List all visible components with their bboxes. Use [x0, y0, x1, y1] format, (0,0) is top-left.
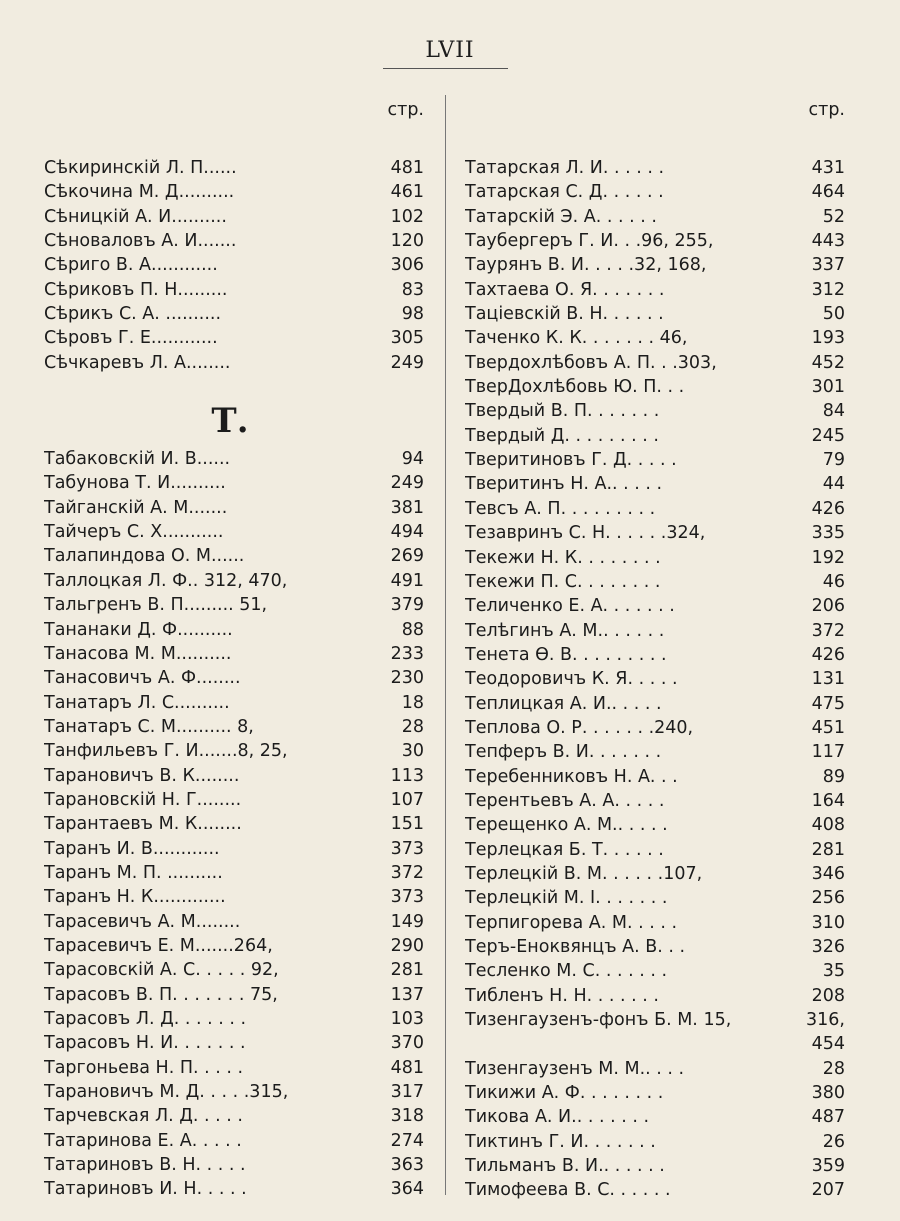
entry-page: 312 [811, 279, 845, 300]
entry-page: 35 [822, 961, 845, 982]
entry-page: 481 [390, 158, 424, 178]
entry-name: Теръ-Еноквянцъ А. В. . . [465, 937, 686, 957]
index-entry [44, 666, 424, 690]
entry-page: 370 [390, 1033, 424, 1054]
entry-page: 151 [390, 814, 424, 835]
entry-name: Теребенниковъ Н. А. . . [465, 766, 678, 787]
entry-page: 52 [822, 206, 845, 227]
index-entry [44, 1056, 424, 1080]
entry-page: 380 [811, 1083, 845, 1104]
index-entry [44, 205, 424, 229]
entry-name: Сѣрикъ С. А. .......... [44, 304, 222, 325]
entry-page: 249 [390, 352, 424, 373]
entry-name: Тепферъ В. И. . . . . . . [465, 742, 662, 763]
entry-page: 310 [811, 912, 845, 933]
index-entry [465, 1105, 845, 1129]
entry-name: ТверДохлѣбовь Ю. П. . . [465, 377, 685, 398]
index-entry [44, 180, 424, 204]
index-entry [465, 399, 845, 423]
entry-name: Терпигорева А. М. . . . . [465, 912, 678, 933]
index-entry [465, 813, 845, 837]
entry-name: Талапиндова О. М...... [44, 546, 245, 567]
entry-name: Тверитинъ Н. А.. . . . . [465, 474, 663, 495]
entry-name: Тверитиновъ Г. Д. . . . . [465, 450, 677, 471]
index-entry [465, 229, 845, 253]
entry-page: 487 [811, 1107, 845, 1128]
index-entry [44, 302, 424, 326]
index-entry [465, 546, 845, 570]
index-entry [465, 424, 845, 448]
index-entry [465, 692, 845, 716]
entry-page: 137 [390, 984, 424, 1005]
entry-name: Тизенгаузенъ М. М.. . . . [465, 1058, 685, 1079]
left-entries-before [44, 156, 424, 375]
entry-name: Терещенко А. М.. . . . . [465, 815, 668, 836]
index-entry [465, 351, 845, 375]
entry-page: 28 [822, 1058, 845, 1079]
index-entry [465, 1130, 845, 1154]
entry-name: Танатаръ С. М.......... 8, [44, 716, 254, 737]
entry-page: 44 [822, 474, 845, 495]
entry-page: 94 [401, 449, 424, 470]
entry-page: 359 [811, 1156, 845, 1177]
right-entries [465, 156, 845, 1203]
entry-page: 102 [390, 206, 424, 227]
index-entry [465, 619, 845, 643]
entry-page: 269 [390, 546, 424, 567]
index-entry [465, 594, 845, 618]
entry-name: Твердый Д. . . . . . . . . [465, 425, 659, 446]
index-entry [44, 861, 424, 885]
entry-name: Таллоцкая Л. Ф.. 312, 470, [44, 570, 288, 591]
entry-name: Тарасовъ Л. Д. . . . . . . [44, 1009, 247, 1029]
entry-page: 305 [390, 328, 424, 349]
entry-page: 475 [811, 693, 845, 714]
entry-page: 274 [390, 1130, 424, 1151]
entry-page: 290 [390, 935, 424, 956]
entry-page: 79 [822, 450, 845, 471]
entry-page: 89 [822, 766, 845, 787]
entry-page: 443 [811, 231, 845, 252]
index-entry [44, 1177, 424, 1201]
entry-page: 318 [390, 1106, 424, 1127]
entry-name: Теодоровичъ К. Я. . . . . [465, 669, 678, 690]
index-entry [44, 764, 424, 788]
index-entry [44, 569, 424, 593]
index-entry [465, 1178, 845, 1202]
entry-page: 426 [811, 644, 845, 665]
index-entry [465, 278, 845, 302]
entry-name: Танатаръ Л. С.......... [44, 692, 230, 713]
index-entry [465, 667, 845, 691]
entry-name: Телѣгинъ А. М.. . . . . . [465, 620, 665, 641]
entry-name: Таранъ Н. К............. [44, 887, 226, 908]
entry-name: Танасова М. М.......... [44, 643, 232, 664]
index-entry [465, 1032, 845, 1056]
index-entry [44, 983, 424, 1007]
entry-page: 245 [811, 425, 845, 446]
index-entry [465, 205, 845, 229]
entry-page: 373 [390, 838, 424, 859]
index-entry [44, 1153, 424, 1177]
index-entry [465, 838, 845, 862]
index-entry [465, 497, 845, 521]
index-entry [44, 910, 424, 934]
entry-page: 193 [811, 328, 845, 349]
section-letter-heading: Т. [211, 401, 249, 442]
index-entry [44, 618, 424, 642]
entry-name: Таубергеръ Г. И. . .96, 255, [465, 231, 714, 252]
entry-name: Сѣриковъ П. Н......... [44, 279, 228, 300]
entry-page: 83 [401, 279, 424, 300]
entry-name: Сѣриго В. А............ [44, 255, 218, 276]
entry-page: 363 [390, 1155, 424, 1176]
entry-name: Тарантаевъ М. К........ [44, 814, 242, 835]
entry-page: 301 [811, 377, 845, 398]
entry-page: 256 [811, 888, 845, 909]
index-entry [465, 935, 845, 959]
index-entry [465, 180, 845, 204]
index-entry [465, 570, 845, 594]
entry-page: 208 [811, 985, 845, 1006]
entry-name: Табаковскій И. В...... [44, 449, 231, 470]
entry-name: Тимофеева В. С. . . . . . [465, 1180, 671, 1201]
entry-name: Сѣчкаревъ Л. А........ [44, 352, 231, 373]
entry-page: 431 [811, 158, 845, 178]
entry-name: Таранъ М. П. .......... [44, 862, 223, 883]
entry-name: Сѣровъ Г. Е............ [44, 328, 218, 349]
index-entry [465, 375, 845, 399]
entry-page: 379 [390, 595, 424, 616]
entry-name: Тахтаева О. Я. . . . . . . [465, 279, 665, 300]
index-entry [44, 326, 424, 350]
entry-name: Таченко К. К. . . . . . . 46, [465, 328, 688, 349]
entry-page: 233 [390, 643, 424, 664]
page-number: LVII [425, 38, 475, 63]
index-entry [465, 765, 845, 789]
index-entry [465, 740, 845, 764]
entry-page: 28 [401, 716, 424, 737]
entry-name: Тесленко М. С. . . . . . . [465, 961, 668, 982]
entry-name: Татариновъ В. Н. . . . . [44, 1155, 246, 1176]
entry-page: 50 [822, 304, 845, 325]
entry-name: Таргоньева Н. П. . . . . [44, 1057, 244, 1078]
entry-page: 131 [811, 669, 845, 690]
entry-page: 18 [401, 692, 424, 713]
index-entry [44, 934, 424, 958]
index-entry [44, 812, 424, 836]
entry-page: 317 [390, 1082, 424, 1103]
entry-page: 164 [811, 790, 845, 811]
entry-name: Тибленъ Н. Н. . . . . . . [465, 985, 659, 1006]
index-entry [465, 643, 845, 667]
entry-page: 98 [401, 304, 424, 325]
entry-page: 451 [811, 717, 845, 738]
entry-name: Тайганскій А. М....... [44, 497, 228, 518]
entry-name: Тананаки Д. Ф.......... [44, 619, 233, 640]
index-entry [465, 1057, 845, 1081]
entry-page: 192 [811, 547, 845, 568]
entry-name: Текежи П. С. . . . . . . . [465, 571, 661, 592]
index-entry [44, 593, 424, 617]
entry-page: 230 [390, 668, 424, 689]
entry-name: Сѣноваловъ А. И....... [44, 231, 237, 252]
entry-page: 113 [390, 765, 424, 786]
entry-page: 454 [811, 1034, 845, 1055]
entry-page: 373 [390, 887, 424, 908]
header-rule [383, 68, 508, 69]
index-entry [465, 448, 845, 472]
entry-page: 281 [811, 839, 845, 860]
entry-page: 326 [811, 937, 845, 957]
index-entry [44, 1031, 424, 1055]
index-entry [44, 1129, 424, 1153]
entry-name: Тарановичъ М. Д. . . . .315, [44, 1082, 289, 1103]
entry-name: Тезавринъ С. Н. . . . . .324, [465, 523, 706, 544]
entry-name: Сѣницкій А. И.......... [44, 206, 227, 227]
left-entries-after [44, 447, 424, 1202]
index-entry [44, 351, 424, 375]
entry-name: Терлецкій М. І. . . . . . . [465, 888, 668, 909]
entry-name: Терлецкая Б. Т. . . . . . [465, 839, 664, 860]
index-entry [465, 716, 845, 740]
entry-name: Теличенко Е. А. . . . . . . [465, 596, 675, 617]
entry-name: Тарановскій Н. Г........ [44, 789, 242, 810]
index-entry [465, 253, 845, 277]
index-entry [465, 1081, 845, 1105]
entry-page: 249 [390, 473, 424, 494]
entry-name: Тарасовскій А. С. . . . . 92, [44, 960, 279, 981]
entry-page: 335 [811, 523, 845, 544]
entry-page: 281 [390, 960, 424, 981]
entry-page: 26 [822, 1131, 845, 1152]
entry-name: Тиктинъ Г. И. . . . . . . [465, 1131, 656, 1152]
index-entry [44, 715, 424, 739]
entry-page: 84 [822, 401, 845, 422]
entry-name: Таурянъ В. И. . . . .32, 168, [465, 255, 707, 276]
index-entry [465, 302, 845, 326]
index-entry [44, 253, 424, 277]
entry-page: 316, [806, 1010, 845, 1031]
entry-name: Тизенгаузенъ-фонъ Б. М. 15, [465, 1010, 732, 1031]
entry-name: Терентьевъ А. А. . . . . [465, 790, 665, 811]
entry-name: Татарская Л. И. . . . . . [465, 158, 665, 178]
entry-name: Терлецкій В. М. . . . . .107, [465, 863, 703, 884]
entry-page: 306 [390, 255, 424, 276]
index-entry [44, 885, 424, 909]
entry-page: 491 [390, 570, 424, 591]
entry-page: 461 [390, 182, 424, 203]
entry-page: 426 [811, 498, 845, 519]
entry-name: Танфильевъ Г. И.......8, 25, [44, 741, 288, 762]
index-entry [465, 472, 845, 496]
right-column-header: стр. [808, 100, 845, 120]
entry-name: Тевсъ А. П. . . . . . . . . [465, 498, 656, 519]
entry-name: Тайчеръ С. Х........... [44, 522, 224, 543]
entry-name: Сѣкочина М. Д.......... [44, 182, 235, 203]
left-column-header: стр. [387, 100, 424, 120]
right-column [465, 98, 845, 1203]
entry-name: Тарасевичъ А. М........ [44, 911, 241, 932]
index-entry [44, 642, 424, 666]
index-entry [465, 156, 845, 180]
entry-name: Тарановичъ В. К........ [44, 765, 240, 786]
index-entry [465, 326, 845, 350]
index-entry [44, 520, 424, 544]
index-entry [44, 447, 424, 471]
entry-name: Сѣкиринскій Л. П...... [44, 158, 237, 178]
entry-page: 103 [390, 1009, 424, 1029]
entry-name: Танасовичъ А. Ф........ [44, 668, 241, 689]
index-entry [44, 739, 424, 763]
entry-page: 381 [390, 497, 424, 518]
index-entry [44, 1080, 424, 1104]
entry-name: Таранъ И. В............ [44, 838, 220, 859]
entry-page: 30 [401, 741, 424, 762]
index-entry [465, 521, 845, 545]
entry-page: 337 [811, 255, 845, 276]
entry-name: Татариновъ И. Н. . . . . [44, 1179, 247, 1200]
index-entry [44, 544, 424, 568]
entry-page: 206 [811, 596, 845, 617]
index-entry [44, 691, 424, 715]
entry-name: Твердохлѣбовъ А. П. . .303, [465, 352, 717, 373]
index-entry [44, 1104, 424, 1128]
entry-name: Татарская С. Д. . . . . . [465, 182, 664, 203]
entry-name: Тикижи А. Ф. . . . . . . . [465, 1083, 664, 1104]
index-entry [465, 1154, 845, 1178]
index-entry [44, 788, 424, 812]
index-entry [44, 958, 424, 982]
entry-page: 494 [390, 522, 424, 543]
left-column [44, 98, 424, 1202]
index-entry [465, 984, 845, 1008]
entry-page: 207 [811, 1180, 845, 1201]
entry-name: Твердый В. П. . . . . . . [465, 401, 660, 422]
entry-name: Тарчевская Л. Д. . . . . [44, 1106, 243, 1127]
index-entry [465, 1008, 845, 1032]
entry-name: Тикова А. И.. . . . . . . [465, 1107, 650, 1128]
entry-name: Тарасовъ В. П. . . . . . . 75, [44, 984, 278, 1005]
index-entry [465, 862, 845, 886]
entry-page: 452 [811, 352, 845, 373]
index-entry [44, 496, 424, 520]
entry-name: Тарасовъ Н. И. . . . . . . [44, 1033, 246, 1054]
index-entry [44, 837, 424, 861]
index-entry [44, 471, 424, 495]
entry-page: 364 [390, 1179, 424, 1200]
entry-page: 88 [401, 619, 424, 640]
entry-page: 346 [811, 863, 845, 884]
entry-name: Текежи Н. К. . . . . . . . [465, 547, 661, 568]
entry-page: 117 [811, 742, 845, 763]
index-entry [44, 229, 424, 253]
entry-page: 372 [390, 862, 424, 883]
entry-page: 120 [390, 231, 424, 252]
index-entry [465, 886, 845, 910]
entry-name: Тарасевичъ Е. М.......264, [44, 935, 273, 956]
entry-page: 464 [811, 182, 845, 203]
entry-name: Татаринова Е. А. . . . . [44, 1130, 242, 1151]
column-divider [445, 95, 446, 1195]
index-entry [465, 911, 845, 935]
index-entry [44, 1007, 424, 1031]
entry-name: Тенета Ѳ. В. . . . . . . . . [465, 644, 667, 665]
entry-page: 107 [390, 789, 424, 810]
entry-name: Таціевскій В. Н. . . . . . [465, 304, 664, 325]
entry-page: 46 [822, 571, 845, 592]
index-entry [44, 156, 424, 180]
index-entry [465, 959, 845, 983]
entry-page: 408 [811, 815, 845, 836]
index-entry [465, 789, 845, 813]
entry-name: Тильманъ В. И.. . . . . . [465, 1156, 665, 1177]
entry-name: Тальгренъ В. П......... 51, [44, 595, 268, 616]
entry-name: Теплова О. Р. . . . . . .240, [465, 717, 694, 738]
entry-page: 481 [390, 1057, 424, 1078]
index-entry [44, 278, 424, 302]
entry-name: Теплицкая А. И.. . . . . [465, 693, 662, 714]
entry-page: 372 [811, 620, 845, 641]
entry-name: Табунова Т. И.......... [44, 473, 226, 494]
entry-page: 149 [390, 911, 424, 932]
entry-name: Татарскій Э. А. . . . . . [465, 206, 657, 227]
